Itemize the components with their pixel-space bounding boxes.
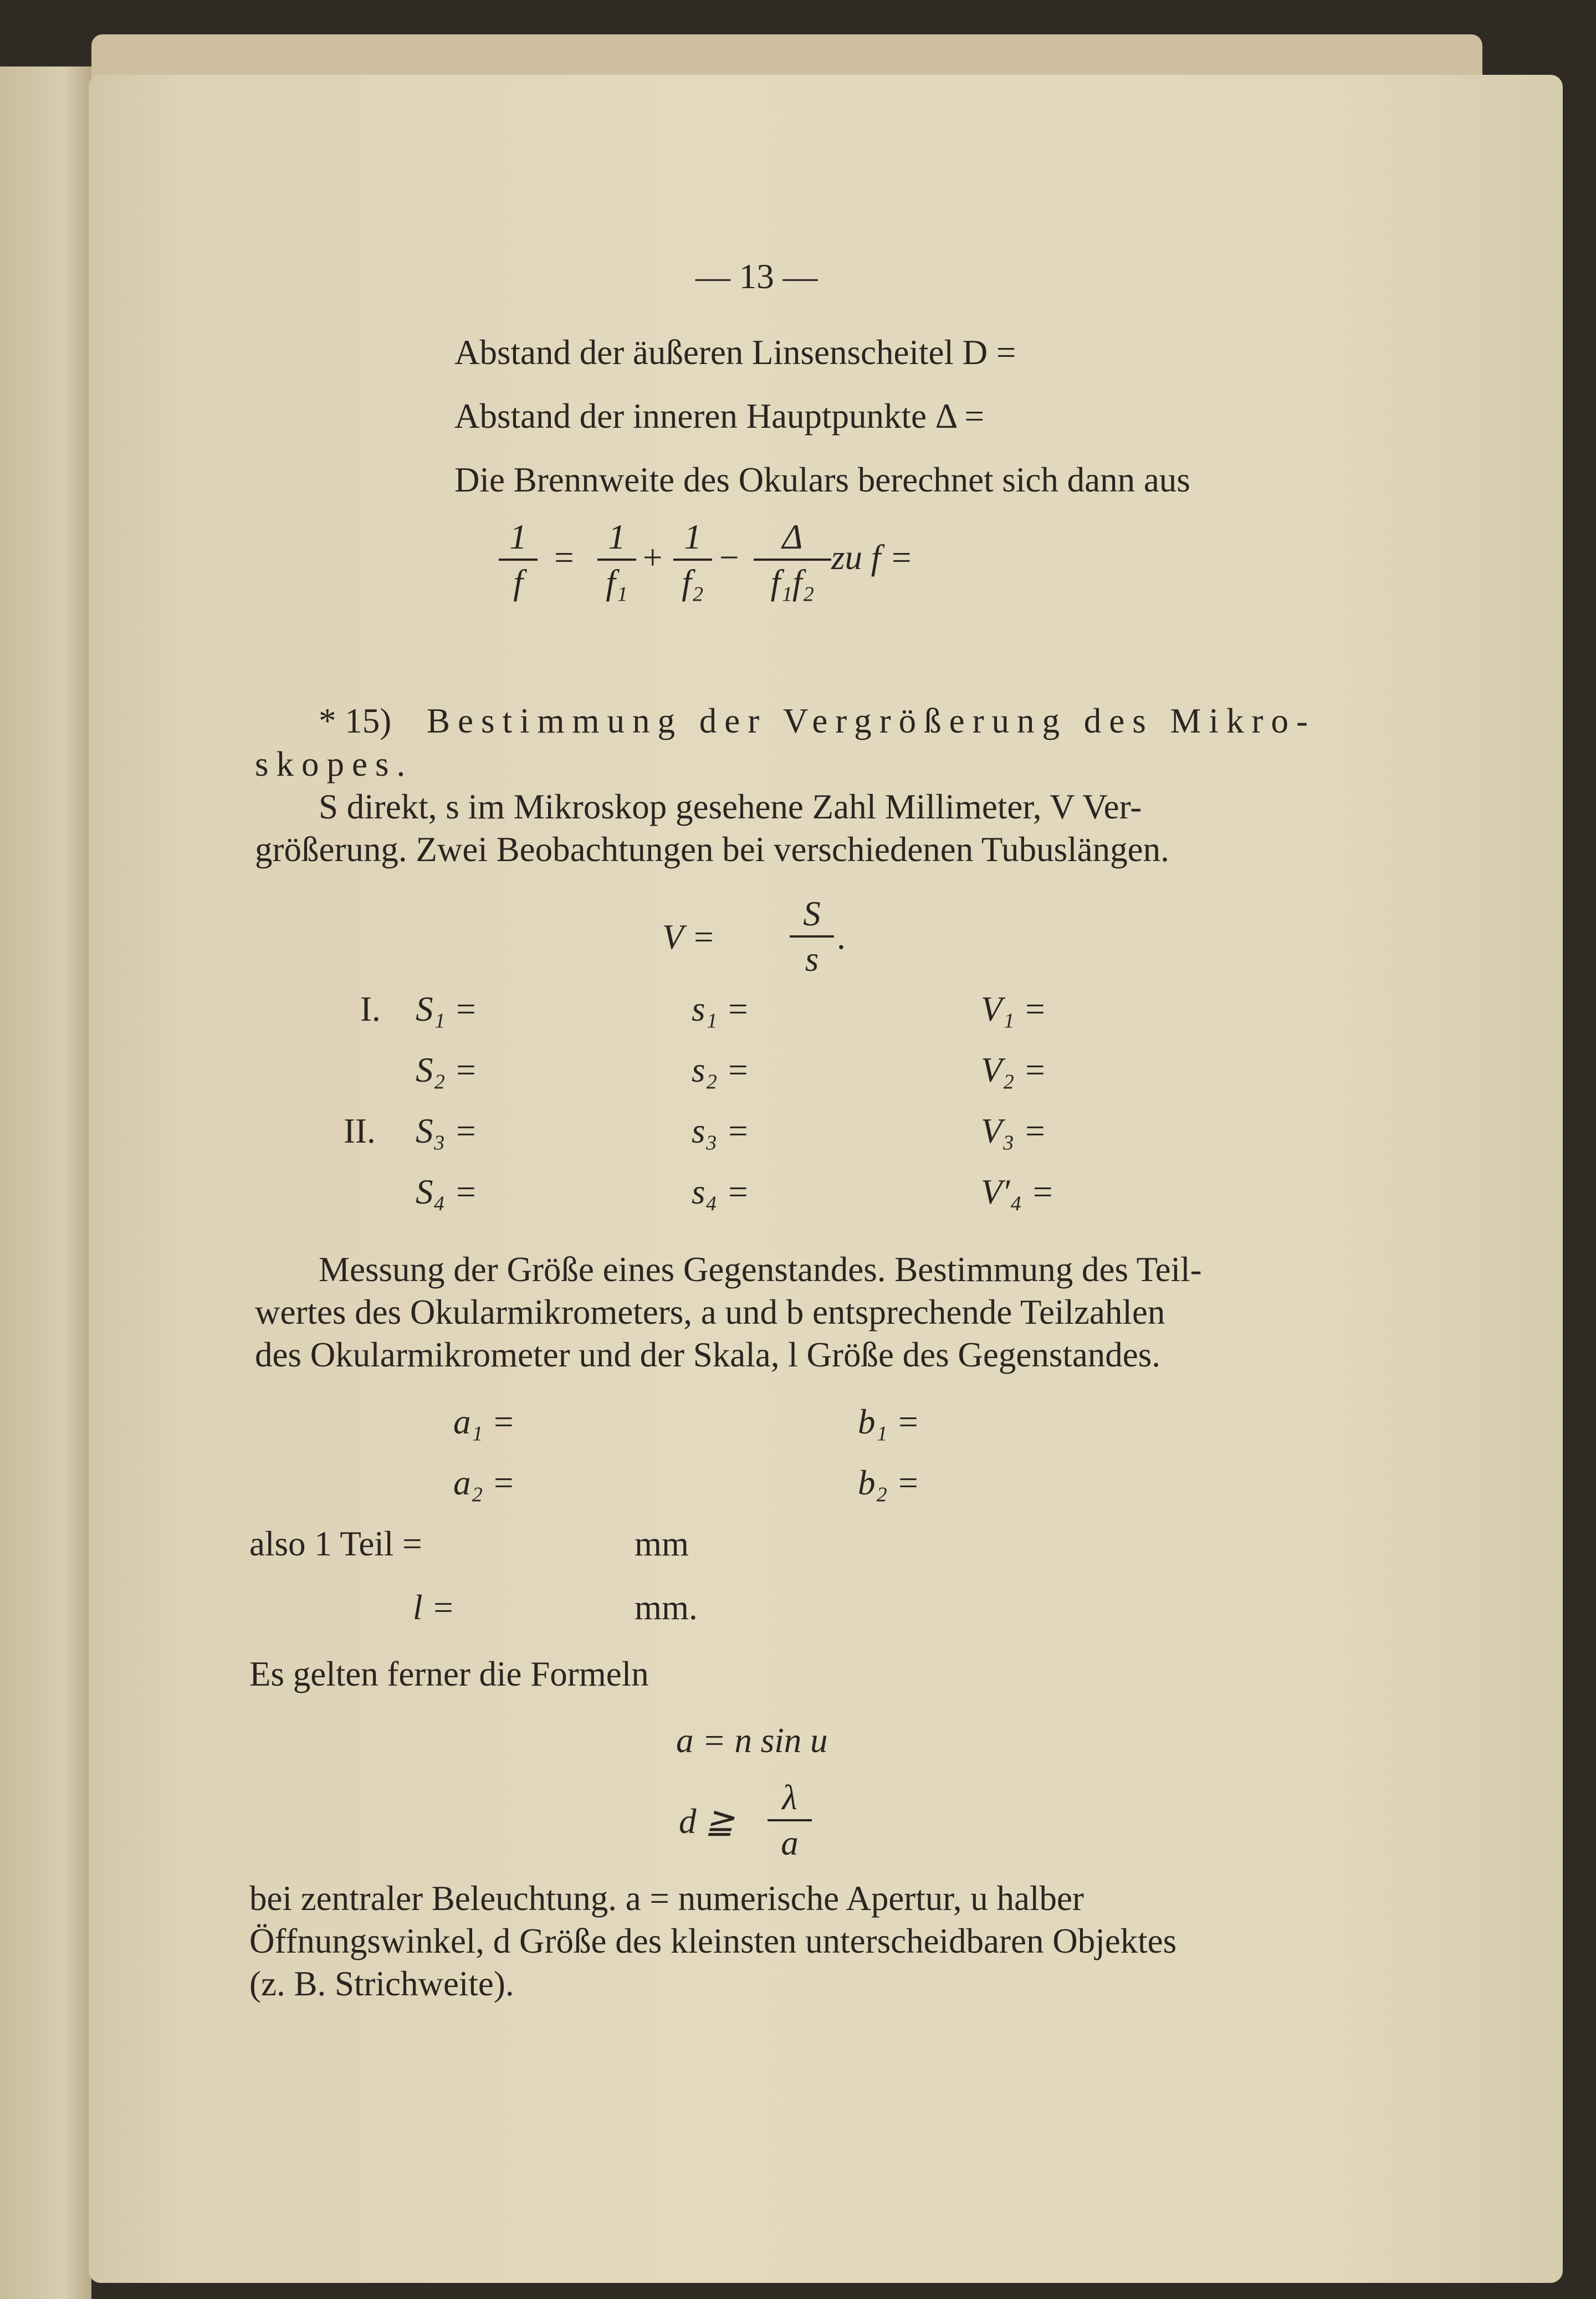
frac-4-den: f₁f₂ [770,563,815,602]
b2-value: b₂ = [858,1463,920,1502]
row-label: II. [344,1112,376,1150]
formula-lambda: λ [768,1776,812,1821]
formula-v-lhs: V = [662,918,715,956]
measure-line-1: Messung der Größe eines Gegenstandes. Bestimmung des Teil- [319,1250,1202,1289]
section-number: * 15) [319,702,392,740]
formula-d-lhs: d ≧ [679,1802,735,1841]
cell-s-small: s₄ = [692,1172,750,1211]
formula-a: a [781,1824,799,1862]
l-unit: mm. [635,1588,698,1627]
line-abstand-haupt: Abstand der inneren Hauptpunkte Δ = [454,397,985,436]
teil-unit: mm [635,1524,689,1563]
page-number: — 13 — [695,257,818,296]
cell-s-small: s₁ = [692,990,750,1028]
formula-aperture: a = n sin u [676,1721,828,1760]
frac-3-num: 1 [673,515,712,561]
section-heading-a: Bestimmung der Vergrößerung des Mikro- [427,702,1316,740]
teil-label: also 1 Teil = [249,1524,422,1563]
frac-4-num: Δ [754,515,831,561]
section-para-1: S direkt, s im Mikroskop gesehene Zahl Millimeter, V Ver- [319,787,1142,826]
measure-line-2: wertes des Okularmikrometers, a und b entsprechende Teilzahlen [255,1293,1165,1332]
frac-1-den: f [513,563,523,602]
l-label: l = [413,1588,455,1627]
line-abstand-scheitel: Abstand der äußeren Linsenscheitel D = [454,333,1016,372]
section-heading-b: skopes. [255,745,413,784]
closing-line-2: Öffnungswinkel, d Größe des kleinsten unterscheidbaren Objektes [249,1922,1177,1960]
closing-line-1: bei zentraler Beleuchtung. a = numerische Apertur, u halber [249,1879,1084,1918]
row-label: I. [360,990,381,1028]
a1-value: a₁ = [453,1402,515,1441]
book-page [89,75,1563,2283]
formeln-intro: Es gelten ferner die Formeln [249,1655,649,1693]
closing-line-3: (z. B. Strichweite). [249,1964,514,2003]
formula-v-den: s [805,940,819,979]
cell-v: V₃ = [981,1112,1047,1150]
formula-v-end: . [837,918,846,956]
frac-2-num: 1 [597,515,636,561]
cell-s-small: s₂ = [692,1051,750,1089]
measure-line-3: des Okularmikrometer und der Skala, l Größe des Gegenstandes. [255,1335,1161,1374]
section-para-2: größerung. Zwei Beobachtungen bei verschiedenen Tubuslängen. [255,830,1169,869]
cell-s-big: S₂ = [416,1051,478,1089]
b1-value: b₁ = [858,1402,920,1441]
cell-v: V₂ = [981,1051,1047,1089]
cell-s-big: S₄ = [416,1172,478,1211]
cell-s-big: S₁ = [416,990,478,1028]
formula-eq: = [554,538,574,577]
frac-1-num: 1 [499,515,538,561]
cell-s-small: s₃ = [692,1112,750,1150]
formula-v-num: S [790,892,834,938]
line-brennweite: Die Brennweite des Okulars berechnet sich dann aus [454,460,1190,499]
cell-s-big: S₃ = [416,1112,478,1150]
previous-page-edge [0,66,91,2299]
cell-v: V₁ = [981,990,1047,1028]
formula-plus: + [643,538,663,577]
formula-minus: − [719,538,739,577]
a2-value: a₂ = [453,1463,515,1502]
formula-tail: zu f = [831,538,913,577]
cell-v: V′₄ = [981,1172,1055,1211]
frac-2-den: f₁ [606,563,628,602]
frac-3-den: f₂ [682,563,704,602]
